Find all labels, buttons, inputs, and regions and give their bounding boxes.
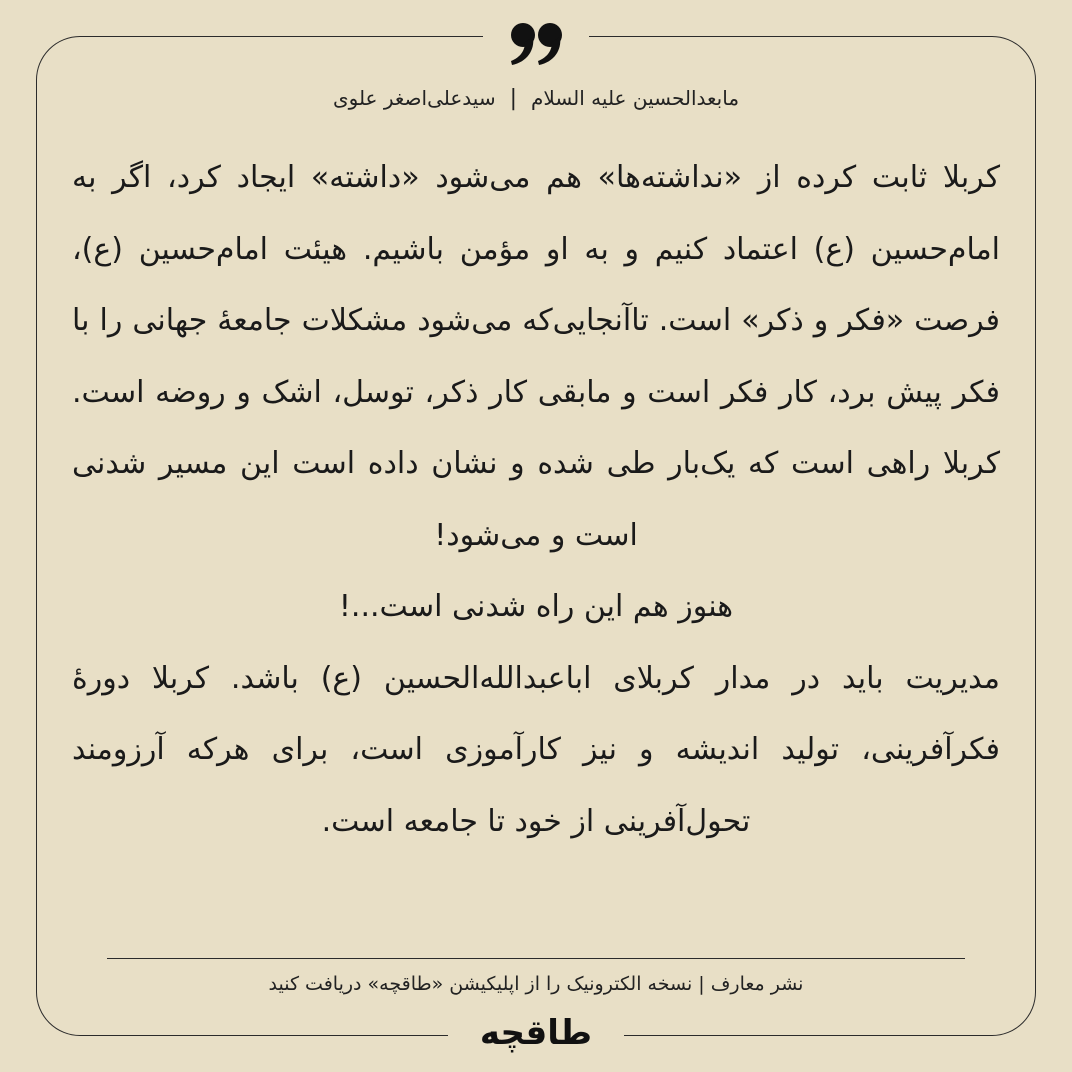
footer (100, 966, 972, 1002)
paragraph-1: کربلا ثابت کرده از «نداشته‌ها» هم می‌شود «داشته» ایجاد کرد، اگر به امام‌حسین (ع) اعتماد کنیم و به او مؤمن باشیم. هیئت امام‌حسین (ع)، فرصت «فکر و ذکر» است. تاآنجایی‌که می‌شود مشکلات جامعهٔ جهانی را با فکر پیش برد، کار فکر است و مابقی کار ذکر، توسل، اشک و روضه است. کربلا راهی است که یک‌بار طی شده و نشان داده است این مسیر شدنی است و می‌شود! (72, 160, 1000, 553)
quote-body (72, 142, 1000, 857)
logo-text: طاقچه (479, 1013, 593, 1053)
footer-divider (107, 958, 965, 959)
footer-text: نشر معارف | نسخه الکترونیک را از اپلیکیشن «طاقچه» دریافت کنید (268, 973, 804, 995)
paragraph-3: مدیریت باید در مدار کربلای اباعبدالله‌الحسین (ع) باشد. کربلا دورهٔ فکرآفرینی، تولید اندیشه و نیز کارآموزی است، برای هرکه آرزومند تحول‌آفرینی از خود تا جامعه است. (72, 660, 1000, 839)
author-name: سیدعلی‌اصغر علوی (332, 86, 496, 110)
header (100, 80, 972, 116)
taaghche-logo (448, 1010, 624, 1056)
paragraph-2: هنوز هم این راه شدنی است...! (338, 589, 734, 624)
header-separator: | (509, 85, 518, 111)
book-title: مابعدالحسین علیه السلام (531, 86, 740, 110)
quote-icon (508, 20, 564, 66)
